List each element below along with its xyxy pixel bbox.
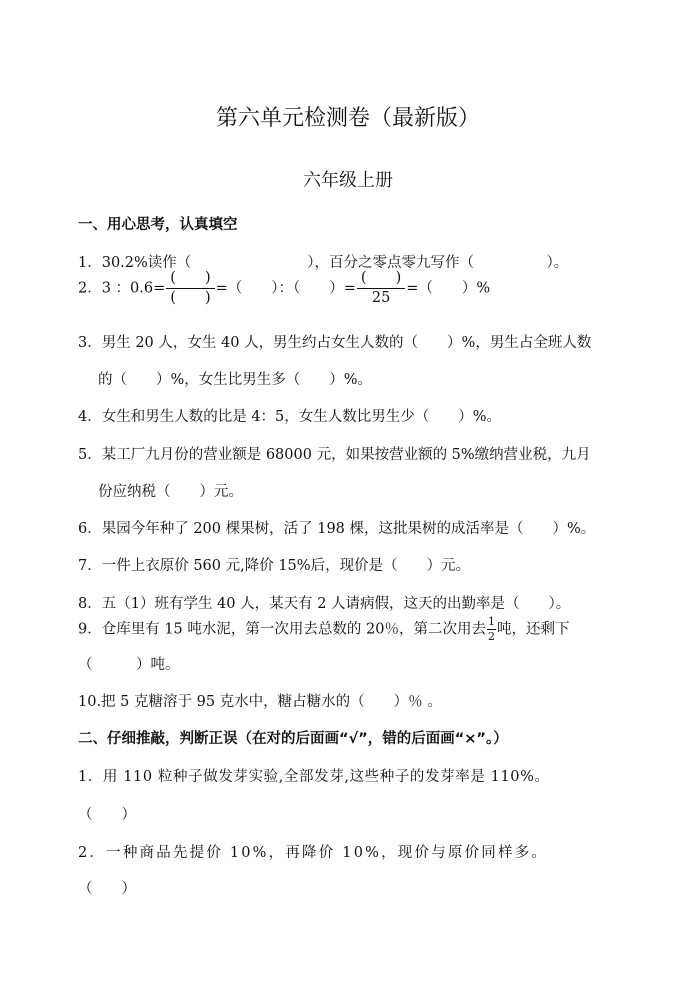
question-5-line-1: 5．某工厂九月份的营业额是 68000 元，如果按营业额的 5%缴纳营业税，九月 (78, 447, 591, 463)
page-title: 第六单元检测卷（最新版） (215, 106, 480, 131)
section-1-heading: 一、用心思考，认真填空 (78, 217, 238, 233)
question-6: 6．果园今年种了 200 棵果树，活了 198 棵，这批果树的成活率是（ ）%。 (78, 521, 596, 537)
judge-question-2-line-2: （ ） (78, 881, 136, 897)
judge-question-1-line-1: 1．用 110 粒种子做发芽实验,全部发芽,这些种子的发芽率是 110%。 (78, 769, 550, 785)
question-2-prefix: 2．3 ：0.6= (78, 280, 166, 297)
fraction-1-denominator: ( ) (170, 290, 211, 306)
question-9-line-1 (78, 616, 569, 643)
fraction-1-numerator: ( ) (170, 270, 211, 286)
question-4: 4．女生和男生人数的比是 4：5，女生人数比男生少（ ）%。 (78, 409, 502, 425)
question-7: 7．一件上衣原价 560 元,降价 15%后，现价是（ ）元。 (78, 558, 471, 574)
question-2 (78, 270, 490, 307)
page-subtitle: 六年级上册 (303, 170, 393, 191)
fraction-2-denominator: 25 (371, 290, 391, 306)
section-2-heading: 二、仔细推敲，判断正误（在对的后面画“√”，错的后面画“×”。） (78, 731, 508, 747)
question-3-line-1: 3．男生 20 人，女生 40 人，男生约占女生人数的（ ）%，男生占全班人数 (78, 335, 592, 351)
fraction-bar (357, 288, 405, 289)
question-5-line-2: 份应纳税（ ）元。 (98, 484, 243, 500)
question-10: 10.把 5 克糖溶于 95 克水中，糖占糖水的（ ）％ 。 (78, 694, 442, 710)
question-2-middle: =（ ）：（ ）= (215, 280, 356, 297)
fraction-2-numerator: ( ) (360, 270, 402, 286)
fraction-denominator: 2 (487, 630, 495, 643)
question-3-line-2: 的（ ）%，女生比男生多（ ）%。 (98, 372, 373, 388)
fraction-one-half (487, 616, 496, 643)
question-1: 1．30.2%读作（ ），百分之零点零九写作（ ）。 (78, 255, 569, 271)
question-9-line-2: （ ）吨。 (78, 657, 180, 673)
fraction-blank-1 (166, 270, 214, 307)
question-9-suffix: 吨，还剩下 (496, 621, 570, 638)
judge-question-2-line-1: 2．一种商品先提价 10%，再降价 10%，现价与原价同样多。 (78, 845, 549, 861)
fraction-blank-2 (357, 270, 405, 307)
question-9-prefix: 9．仓库里有 15 吨水泥，第一次用去总数的 20％，第二次用去 (78, 621, 486, 638)
question-2-suffix: =（ ）% (406, 280, 491, 297)
fraction-bar (166, 288, 214, 289)
judge-question-1-line-2: （ ） (78, 807, 136, 823)
fraction-numerator: 1 (487, 615, 495, 628)
question-8: 8．五（1）班有学生 40 人，某天有 2 人请病假，这天的出勤率是（ ）。 (78, 596, 571, 612)
